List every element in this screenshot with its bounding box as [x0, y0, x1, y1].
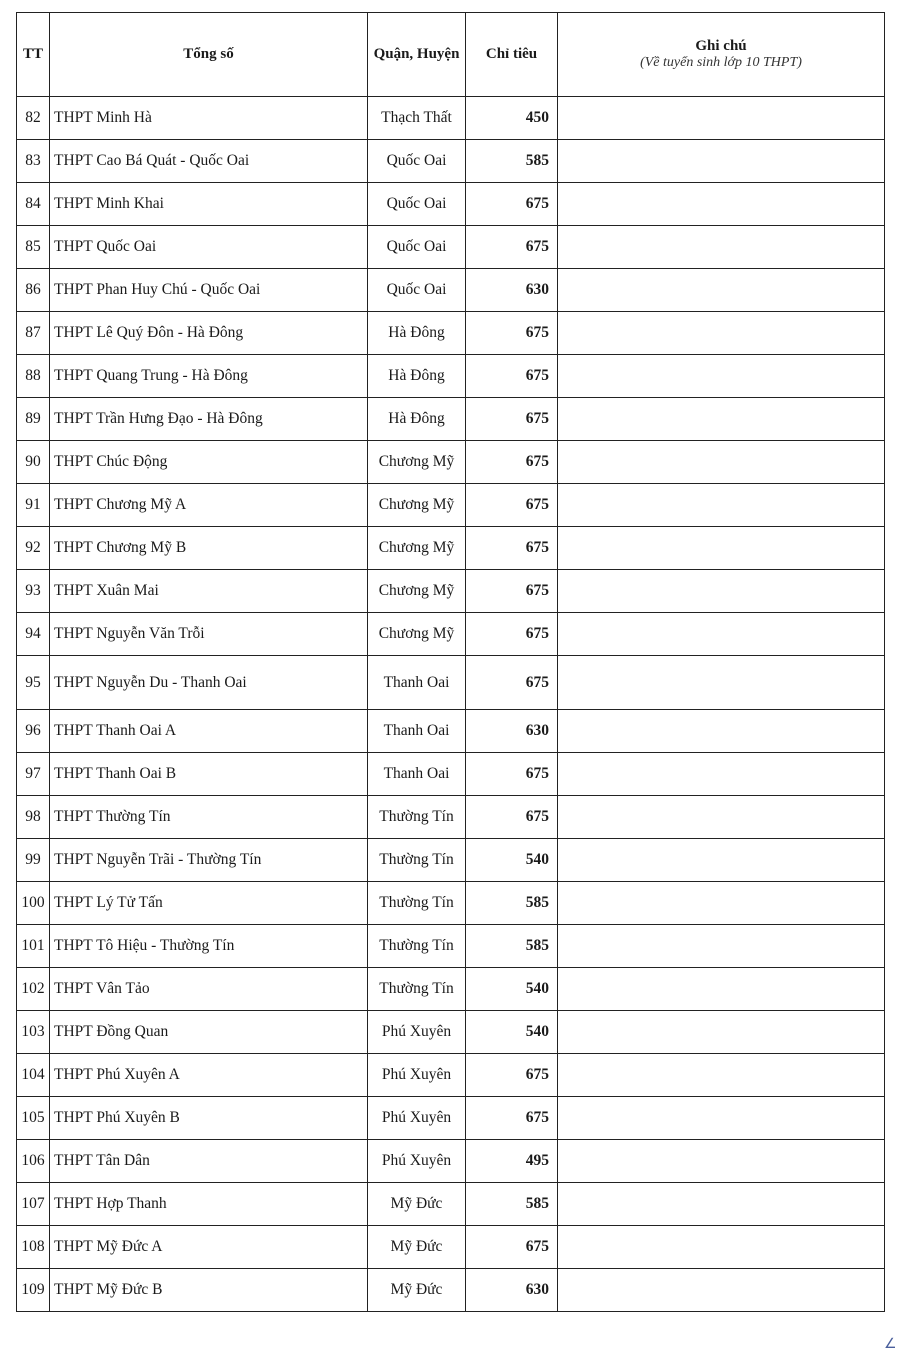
header-target: Chỉ tiêu: [466, 13, 558, 97]
table-row: [17, 355, 885, 398]
row-target-cell: 675: [466, 484, 558, 527]
row-district-cell: Phú Xuyên: [368, 1054, 466, 1097]
row-tt-cell: 89: [17, 398, 50, 441]
row-district-cell: Quốc Oai: [368, 183, 466, 226]
row-target-cell: 675: [466, 796, 558, 839]
row-school-name-cell: THPT Lê Quý Đôn - Hà Đông: [50, 312, 368, 355]
row-school-name-cell: THPT Nguyễn Văn Trỗi: [50, 613, 368, 656]
row-note-cell: [558, 1269, 885, 1312]
row-school-name-cell: THPT Minh Hà: [50, 97, 368, 140]
table-row: [17, 1183, 885, 1226]
row-note-cell: [558, 1097, 885, 1140]
row-note-cell: [558, 613, 885, 656]
row-tt-cell: 108: [17, 1226, 50, 1269]
row-target-cell: 675: [466, 441, 558, 484]
row-district-cell: Hà Đông: [368, 312, 466, 355]
row-school-name-cell: THPT Mỹ Đức B: [50, 1269, 368, 1312]
header-tt: TT: [17, 13, 50, 97]
row-tt-cell: 90: [17, 441, 50, 484]
row-target-cell: 630: [466, 269, 558, 312]
header-district: Quận, Huyện: [368, 13, 466, 97]
table-header-row: [17, 13, 885, 97]
row-district-cell: Thường Tín: [368, 968, 466, 1011]
row-school-name-cell: THPT Xuân Mai: [50, 570, 368, 613]
row-school-name-cell: THPT Chúc Động: [50, 441, 368, 484]
table-row: [17, 753, 885, 796]
row-note-cell: [558, 140, 885, 183]
header-note: [558, 13, 885, 97]
row-note-cell: [558, 484, 885, 527]
row-school-name-cell: THPT Nguyễn Trãi - Thường Tín: [50, 839, 368, 882]
row-school-name-cell: THPT Thường Tín: [50, 796, 368, 839]
row-district-cell: Thường Tín: [368, 882, 466, 925]
row-tt-cell: 86: [17, 269, 50, 312]
row-school-name-cell: THPT Nguyễn Du - Thanh Oai: [50, 656, 368, 710]
row-tt-cell: 83: [17, 140, 50, 183]
row-note-cell: [558, 441, 885, 484]
row-note-cell: [558, 1226, 885, 1269]
row-note-cell: [558, 97, 885, 140]
row-district-cell: Phú Xuyên: [368, 1011, 466, 1054]
row-district-cell: Chương Mỹ: [368, 527, 466, 570]
table-row: [17, 226, 885, 269]
table-row: [17, 1054, 885, 1097]
row-school-name-cell: THPT Chương Mỹ B: [50, 527, 368, 570]
row-target-cell: 540: [466, 968, 558, 1011]
row-tt-cell: 107: [17, 1183, 50, 1226]
row-target-cell: 675: [466, 570, 558, 613]
table-row: [17, 1011, 885, 1054]
table-row: [17, 839, 885, 882]
row-school-name-cell: THPT Tô Hiệu - Thường Tín: [50, 925, 368, 968]
row-district-cell: Quốc Oai: [368, 140, 466, 183]
row-target-cell: 675: [466, 613, 558, 656]
row-district-cell: Thường Tín: [368, 839, 466, 882]
row-note-cell: [558, 753, 885, 796]
row-target-cell: 675: [466, 1054, 558, 1097]
row-tt-cell: 96: [17, 710, 50, 753]
row-tt-cell: 93: [17, 570, 50, 613]
table-row: [17, 441, 885, 484]
row-note-cell: [558, 312, 885, 355]
document-page: [16, 12, 884, 1312]
table-row: [17, 398, 885, 441]
row-note-cell: [558, 925, 885, 968]
row-target-cell: 675: [466, 398, 558, 441]
row-note-cell: [558, 968, 885, 1011]
row-school-name-cell: THPT Lý Tử Tấn: [50, 882, 368, 925]
row-school-name-cell: THPT Phú Xuyên B: [50, 1097, 368, 1140]
row-school-name-cell: THPT Minh Khai: [50, 183, 368, 226]
row-school-name-cell: THPT Đồng Quan: [50, 1011, 368, 1054]
handwritten-mark-icon: ∠: [884, 1336, 897, 1352]
row-tt-cell: 95: [17, 656, 50, 710]
row-school-name-cell: THPT Thanh Oai B: [50, 753, 368, 796]
table-row: [17, 312, 885, 355]
row-note-cell: [558, 796, 885, 839]
table-row: [17, 710, 885, 753]
row-school-name-cell: THPT Quốc Oai: [50, 226, 368, 269]
table-row: [17, 925, 885, 968]
row-district-cell: Mỹ Đức: [368, 1183, 466, 1226]
school-quota-table: [16, 12, 885, 1312]
row-tt-cell: 101: [17, 925, 50, 968]
row-district-cell: Phú Xuyên: [368, 1097, 466, 1140]
row-target-cell: 495: [466, 1140, 558, 1183]
row-district-cell: Chương Mỹ: [368, 613, 466, 656]
row-target-cell: 585: [466, 1183, 558, 1226]
table-row: [17, 484, 885, 527]
row-target-cell: 585: [466, 925, 558, 968]
table-body: [17, 97, 885, 1312]
row-tt-cell: 98: [17, 796, 50, 839]
row-school-name-cell: THPT Phú Xuyên A: [50, 1054, 368, 1097]
row-target-cell: 450: [466, 97, 558, 140]
table-row: [17, 613, 885, 656]
row-note-cell: [558, 527, 885, 570]
row-note-cell: [558, 226, 885, 269]
row-target-cell: 585: [466, 882, 558, 925]
table-row: [17, 570, 885, 613]
table-row: [17, 968, 885, 1011]
row-note-cell: [558, 398, 885, 441]
row-target-cell: 675: [466, 312, 558, 355]
row-district-cell: Thanh Oai: [368, 753, 466, 796]
row-note-cell: [558, 839, 885, 882]
row-district-cell: Chương Mỹ: [368, 570, 466, 613]
row-tt-cell: 84: [17, 183, 50, 226]
row-note-cell: [558, 656, 885, 710]
row-target-cell: 630: [466, 710, 558, 753]
row-target-cell: 675: [466, 1097, 558, 1140]
row-target-cell: 540: [466, 839, 558, 882]
table-row: [17, 796, 885, 839]
row-note-cell: [558, 1140, 885, 1183]
row-note-cell: [558, 355, 885, 398]
row-target-cell: 585: [466, 140, 558, 183]
row-school-name-cell: THPT Quang Trung - Hà Đông: [50, 355, 368, 398]
header-note-subtitle: (Về tuyển sinh lớp 10 THPT): [640, 55, 802, 70]
row-target-cell: 675: [466, 183, 558, 226]
table-row: [17, 527, 885, 570]
row-note-cell: [558, 269, 885, 312]
row-target-cell: 675: [466, 1226, 558, 1269]
row-school-name-cell: THPT Cao Bá Quát - Quốc Oai: [50, 140, 368, 183]
row-district-cell: Thường Tín: [368, 796, 466, 839]
row-target-cell: 675: [466, 656, 558, 710]
row-tt-cell: 91: [17, 484, 50, 527]
row-school-name-cell: THPT Mỹ Đức A: [50, 1226, 368, 1269]
row-district-cell: Thạch Thất: [368, 97, 466, 140]
table-row: [17, 1140, 885, 1183]
row-target-cell: 675: [466, 355, 558, 398]
row-school-name-cell: THPT Trần Hưng Đạo - Hà Đông: [50, 398, 368, 441]
row-target-cell: 675: [466, 753, 558, 796]
row-tt-cell: 94: [17, 613, 50, 656]
row-tt-cell: 104: [17, 1054, 50, 1097]
row-tt-cell: 105: [17, 1097, 50, 1140]
row-school-name-cell: THPT Thanh Oai A: [50, 710, 368, 753]
row-district-cell: Hà Đông: [368, 398, 466, 441]
row-district-cell: Mỹ Đức: [368, 1226, 466, 1269]
row-tt-cell: 88: [17, 355, 50, 398]
row-school-name-cell: THPT Chương Mỹ A: [50, 484, 368, 527]
row-district-cell: Mỹ Đức: [368, 1269, 466, 1312]
table-row: [17, 882, 885, 925]
row-tt-cell: 99: [17, 839, 50, 882]
table-row: [17, 97, 885, 140]
row-note-cell: [558, 570, 885, 613]
table-row: [17, 1097, 885, 1140]
table-row: [17, 269, 885, 312]
table-row: [17, 140, 885, 183]
row-tt-cell: 109: [17, 1269, 50, 1312]
row-target-cell: 540: [466, 1011, 558, 1054]
row-school-name-cell: THPT Phan Huy Chú - Quốc Oai: [50, 269, 368, 312]
row-district-cell: Thanh Oai: [368, 656, 466, 710]
row-school-name-cell: THPT Tân Dân: [50, 1140, 368, 1183]
header-note-title: Ghi chú: [695, 38, 747, 54]
row-school-name-cell: THPT Vân Tảo: [50, 968, 368, 1011]
row-note-cell: [558, 1183, 885, 1226]
row-target-cell: 675: [466, 527, 558, 570]
table-row: [17, 656, 885, 710]
row-tt-cell: 85: [17, 226, 50, 269]
row-target-cell: 630: [466, 1269, 558, 1312]
row-district-cell: Quốc Oai: [368, 269, 466, 312]
row-district-cell: Thường Tín: [368, 925, 466, 968]
row-school-name-cell: THPT Hợp Thanh: [50, 1183, 368, 1226]
row-district-cell: Chương Mỹ: [368, 484, 466, 527]
row-tt-cell: 92: [17, 527, 50, 570]
row-district-cell: Chương Mỹ: [368, 441, 466, 484]
row-tt-cell: 102: [17, 968, 50, 1011]
row-district-cell: Quốc Oai: [368, 226, 466, 269]
row-tt-cell: 82: [17, 97, 50, 140]
row-tt-cell: 100: [17, 882, 50, 925]
row-note-cell: [558, 183, 885, 226]
table-row: [17, 183, 885, 226]
table-row: [17, 1226, 885, 1269]
row-note-cell: [558, 1054, 885, 1097]
row-note-cell: [558, 710, 885, 753]
row-target-cell: 675: [466, 226, 558, 269]
row-district-cell: Hà Đông: [368, 355, 466, 398]
row-tt-cell: 106: [17, 1140, 50, 1183]
header-name: Tổng số: [50, 13, 368, 97]
row-district-cell: Phú Xuyên: [368, 1140, 466, 1183]
row-tt-cell: 87: [17, 312, 50, 355]
row-tt-cell: 97: [17, 753, 50, 796]
row-tt-cell: 103: [17, 1011, 50, 1054]
table-row: [17, 1269, 885, 1312]
row-note-cell: [558, 882, 885, 925]
row-note-cell: [558, 1011, 885, 1054]
row-district-cell: Thanh Oai: [368, 710, 466, 753]
